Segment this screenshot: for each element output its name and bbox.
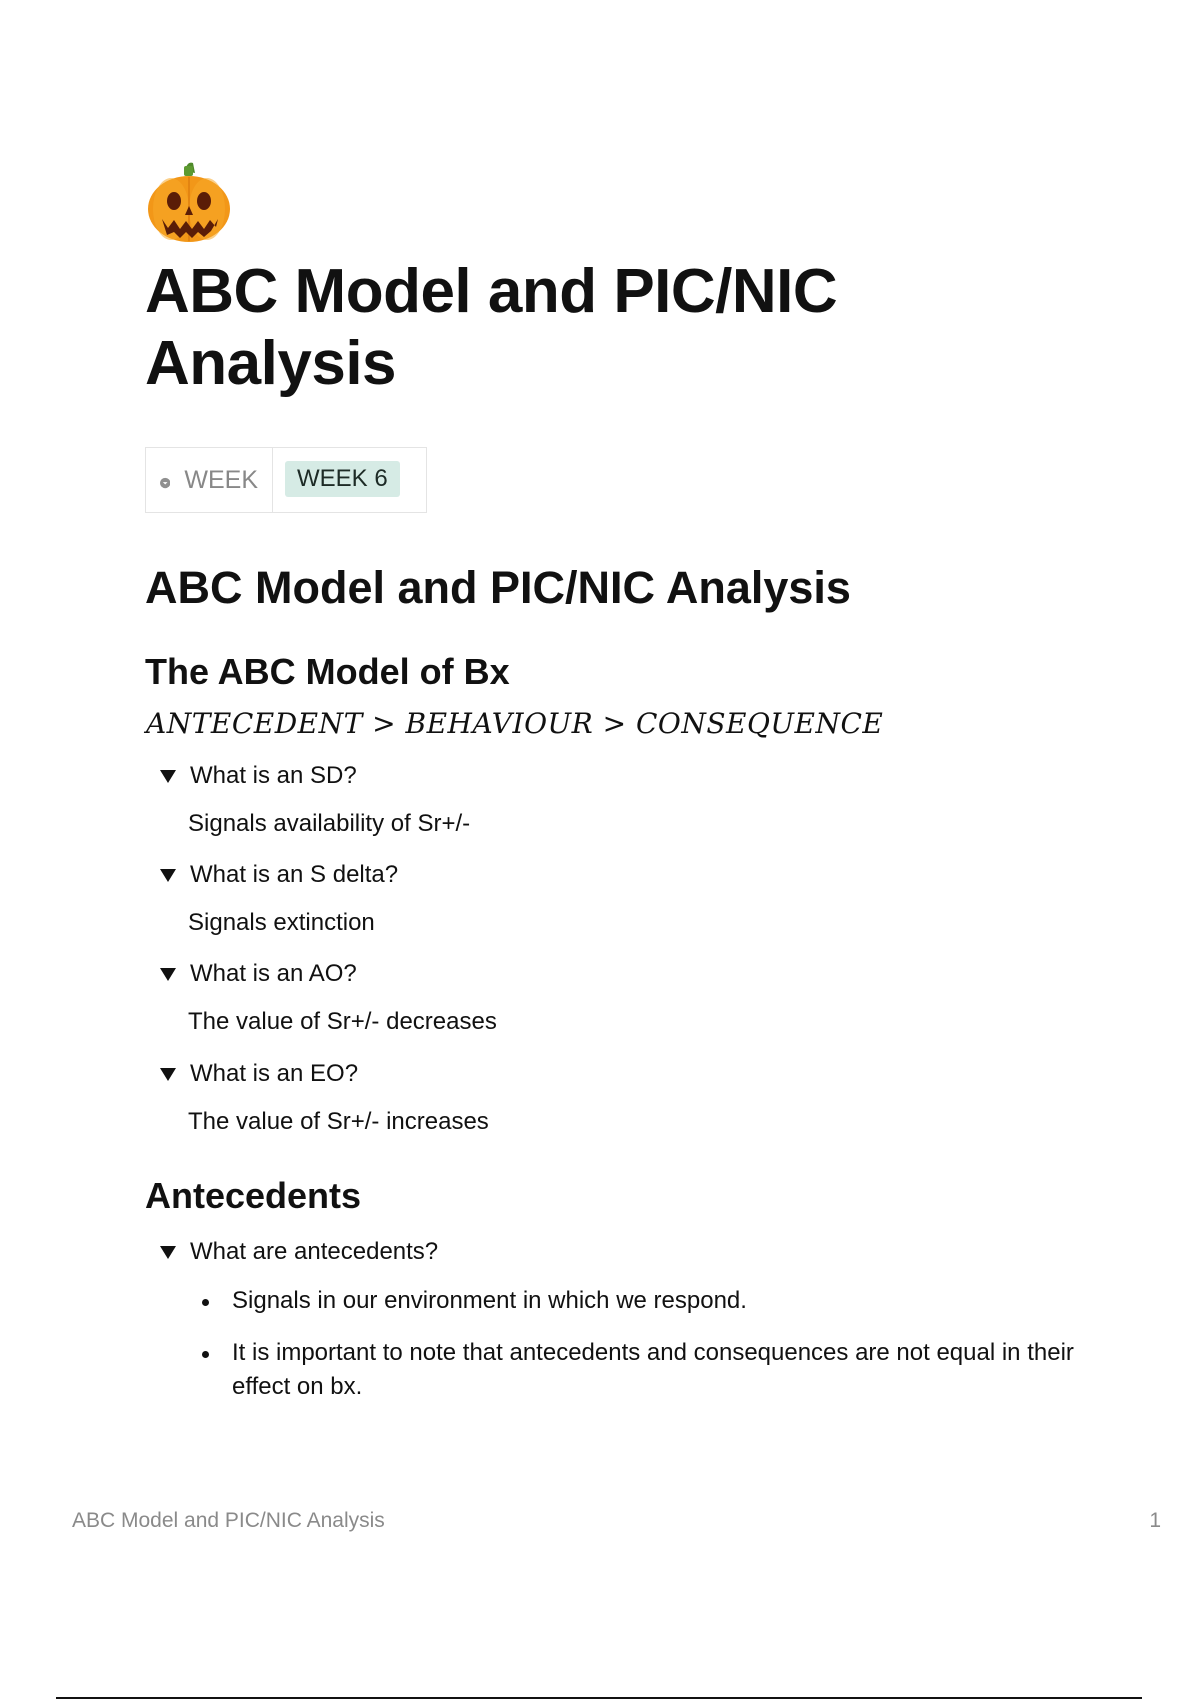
property-name-label: WEEK	[184, 465, 258, 494]
toggle-header[interactable]	[160, 758, 1120, 794]
list-item	[188, 1336, 1088, 1404]
toggle-header[interactable]	[160, 956, 1120, 992]
toggle-antecedents	[160, 1234, 1120, 1400]
list-item	[188, 1284, 1088, 1318]
page-title: ABC Model and PIC/NIC Analysis	[145, 257, 838, 398]
week-tag: WEEK 6	[285, 461, 400, 497]
toggle-answer: The value of Sr+/- decreases	[188, 1008, 497, 1035]
toggle-answer: Signals availability of Sr+/-	[188, 810, 471, 837]
toggle-question: What is an SD?	[190, 762, 357, 789]
toggle-s-delta	[160, 857, 1120, 936]
list-item-text: Signals in our environment in which we respond.	[232, 1287, 747, 1314]
property-row-week	[145, 447, 427, 513]
toggle-question: What is an S delta?	[190, 861, 399, 888]
toggle-sd	[160, 758, 1120, 837]
toggle-header[interactable]	[160, 1056, 1120, 1092]
bullet-dot-icon	[202, 1299, 209, 1306]
footer-title: ABC Model and PIC/NIC Analysis	[72, 1509, 385, 1532]
toggle-answer: The value of Sr+/- increases	[188, 1108, 489, 1135]
toggle-triangle-icon	[160, 769, 176, 783]
toggle-question: What is an EO?	[190, 1060, 359, 1087]
toggle-header[interactable]	[160, 1234, 1120, 1270]
section-heading-abc-model: The ABC Model of Bx	[145, 651, 510, 692]
toggle-triangle-icon	[160, 967, 176, 981]
heading-1: ABC Model and PIC/NIC Analysis	[145, 562, 851, 613]
toggle-triangle-icon	[160, 1245, 176, 1259]
jack-o-lantern-icon	[145, 157, 233, 245]
toggle-question: What is an AO?	[190, 960, 357, 987]
toggle-eo	[160, 1056, 1120, 1135]
toggle-ao	[160, 956, 1120, 1035]
toggle-triangle-icon	[160, 1067, 176, 1081]
bottom-rule	[56, 1697, 1142, 1699]
toggle-answer: Signals extinction	[188, 909, 375, 936]
toggle-header[interactable]	[160, 857, 1120, 893]
toggle-question: What are antecedents?	[190, 1238, 439, 1265]
section-heading-antecedents: Antecedents	[145, 1175, 362, 1216]
toggle-triangle-icon	[160, 868, 176, 882]
property-value[interactable]	[273, 448, 426, 512]
bullet-dot-icon	[202, 1351, 209, 1358]
page-number: 1	[1149, 1509, 1161, 1532]
abc-formula: ANTECEDENT > BEHAVIOUR > CONSEQUENCE	[146, 707, 884, 740]
property-name[interactable]	[146, 448, 273, 512]
bullet-list	[188, 1284, 1088, 1422]
list-item-text: It is important to note that antecedents and consequences are not equal in their effect on bx.	[232, 1339, 1074, 1400]
select-property-icon	[160, 474, 170, 492]
